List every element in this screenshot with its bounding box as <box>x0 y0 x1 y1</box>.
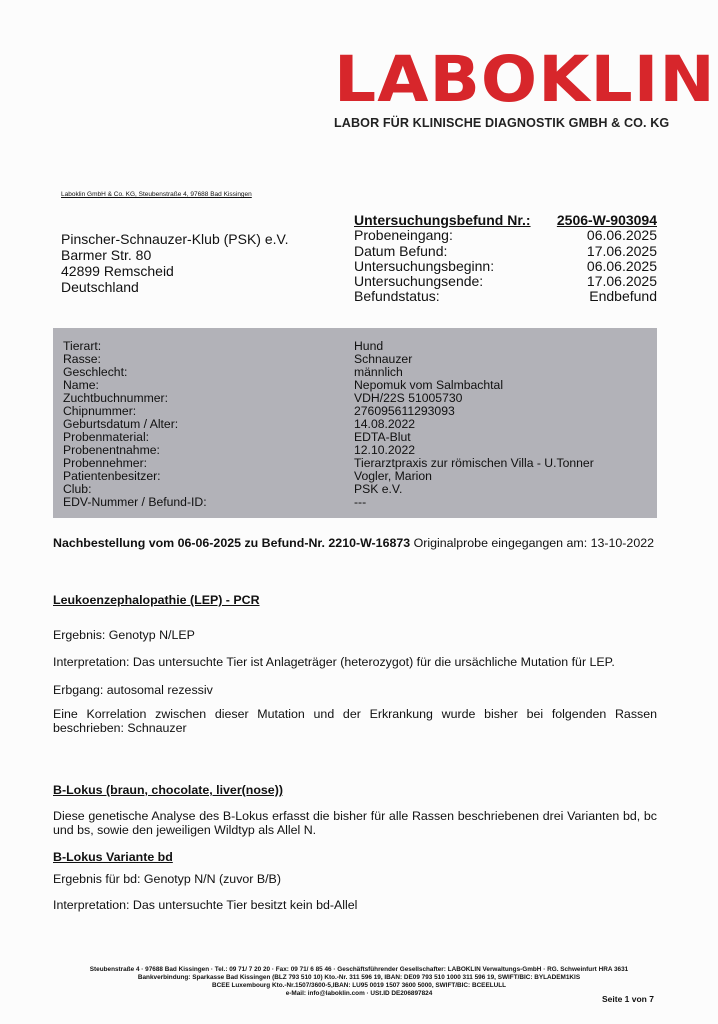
patient-value: Schnauzer <box>354 352 413 366</box>
patient-label: Club: <box>63 482 92 496</box>
address-line: Pinscher-Schnauzer-Klub (PSK) e.V. <box>61 231 289 247</box>
b-locus-subheading: B-Lokus Variante bd <box>53 850 173 864</box>
b-locus-result: Ergebnis für bd: Genotyp N/N (zuvor B/B) <box>53 872 281 886</box>
patient-value: Tierarztpraxis zur römischen Villa - U.Tonner <box>354 456 594 470</box>
info-value: 06.06.2025 <box>586 227 657 244</box>
laboklin-logo <box>334 43 716 130</box>
b-locus-interpretation: Interpretation: Das untersuchte Tier besitzt kein bd-Allel <box>53 898 358 912</box>
patient-value: VDH/22S 51005730 <box>354 391 463 405</box>
b-locus-heading: B-Lokus (braun, chocolate, liver(nose)) <box>53 783 283 797</box>
patient-value: 276095611293093 <box>354 404 455 418</box>
patient-value: EDTA-Blut <box>354 430 411 444</box>
info-value: 17.06.2025 <box>586 242 657 259</box>
report-info-row <box>354 274 657 289</box>
patient-value: 12.10.2022 <box>354 443 415 457</box>
patient-label: Name: <box>63 378 99 392</box>
info-value: 17.06.2025 <box>586 273 657 290</box>
info-label: Probeneingang: <box>354 227 453 244</box>
report-info-row <box>354 244 657 259</box>
patient-label: Rasse: <box>63 352 101 366</box>
b-locus-description: Diese genetische Analyse des B-Lokus erfasst die bisher für alle Rassen beschriebenen drei Varianten bd, bc und bs, sowie den jeweiligen Wildtyp als Allel N. <box>53 809 657 837</box>
sender-line: Laboklin GmbH & Co. KG, Steubenstraße 4, 97688 Bad Kissingen <box>61 191 252 198</box>
lep-inheritance: Erbgang: autosomal rezessiv <box>53 683 213 697</box>
patient-value: männlich <box>354 365 403 379</box>
report-number: 2506-W-903094 <box>556 212 657 228</box>
logo-subtitle: LABOR FÜR KLINISCHE DIAGNOSTIK GMBH & CO. KG <box>334 116 670 130</box>
patient-label: Probenmaterial: <box>63 430 150 444</box>
footer <box>20 966 698 998</box>
info-label: Untersuchungsende: <box>354 273 484 290</box>
info-value: Endbefund <box>589 288 657 305</box>
patient-value: 14.08.2022 <box>354 417 415 431</box>
report-info-row <box>354 289 657 304</box>
page-number: Seite 1 von 7 <box>602 994 654 1004</box>
info-label: Untersuchungsbeginn: <box>354 257 495 274</box>
lep-interpretation: Interpretation: Das untersuchte Tier ist Anlageträger (heterozygot) für die ursächliche Mutation für LEP. <box>53 655 615 669</box>
order-note-rest: Originalprobe eingegangen am: 13-10-2022 <box>410 536 654 550</box>
footer-line: Bankverbindung: Sparkasse Bad Kissingen (BLZ 793 510 10) Kto.-Nr. 311 596 19, IBAN: DE09 793 510 1000 311 596 19, SWIFT/BIC: BYLADEM1KIS <box>137 974 581 981</box>
info-value: 06.06.2025 <box>586 257 657 274</box>
lep-correlation: Eine Korrelation zwischen dieser Mutation und der Erkrankung wurde bisher bei folgenden Rassen beschrieben: Schnauzer <box>53 707 657 735</box>
address-line: Barmer Str. 80 <box>61 247 152 263</box>
footer-line: e-Mail: info@laboklin.com · USt.ID DE206897824 <box>285 990 433 997</box>
info-label: Befundstatus: <box>354 288 440 305</box>
patient-label: EDV-Nummer / Befund-ID: <box>63 495 207 509</box>
patient-label: Zuchtbuchnummer: <box>63 391 168 405</box>
report-number-row <box>354 213 657 228</box>
footer-line: Steubenstraße 4 · 97688 Bad Kissingen · Tel.: 09 71/ 7 20 20 · Fax: 09 71/ 6 85 46 · Geschäftsführender Gesellschafter: LABOKLIN Verwaltungs-GmbH · RG. Schweinfurt HRA 3631 <box>89 966 629 973</box>
order-note-bold: Nachbestellung vom 06-06-2025 zu Befund-Nr. 2210-W-16873 <box>53 536 411 550</box>
report-info-row <box>354 228 657 243</box>
lep-heading: Leukoenzephalopathie (LEP) - PCR <box>53 593 260 607</box>
lep-result: Ergebnis: Genotyp N/LEP <box>53 628 195 642</box>
address-line: 42899 Remscheid <box>61 263 174 279</box>
patient-value: Vogler, Marion <box>354 469 432 483</box>
patient-label: Geschlecht: <box>63 365 128 379</box>
order-note <box>53 536 657 550</box>
patient-value: Nepomuk vom Salmbachtal <box>354 378 504 392</box>
address-line: Deutschland <box>61 279 139 295</box>
report-number-label: Untersuchungsbefund Nr.: <box>354 212 531 228</box>
patient-label: Probenentnahme: <box>63 443 160 457</box>
logo-wordmark: LABOKLIN <box>334 43 716 116</box>
info-label: Datum Befund: <box>354 242 448 259</box>
footer-line: BCEE Luxembourg Kto.-Nr.1507/3600-5,IBAN: LU95 0019 1507 3600 5000, SWIFT/BIC: BCEELULL <box>211 982 507 989</box>
patient-label: Probennehmer: <box>63 456 148 470</box>
patient-label: Patientenbesitzer: <box>63 469 161 483</box>
patient-value: PSK e.V. <box>354 482 403 496</box>
patient-label: Chipnummer: <box>63 404 137 418</box>
patient-label: Geburtsdatum / Alter: <box>63 417 179 431</box>
recipient-address <box>61 231 288 295</box>
patient-value: --- <box>354 495 367 509</box>
patient-value: Hund <box>354 339 384 353</box>
patient-info-box <box>53 328 657 518</box>
report-info <box>354 213 657 305</box>
patient-label: Tierart: <box>63 339 102 353</box>
report-info-row <box>354 259 657 274</box>
